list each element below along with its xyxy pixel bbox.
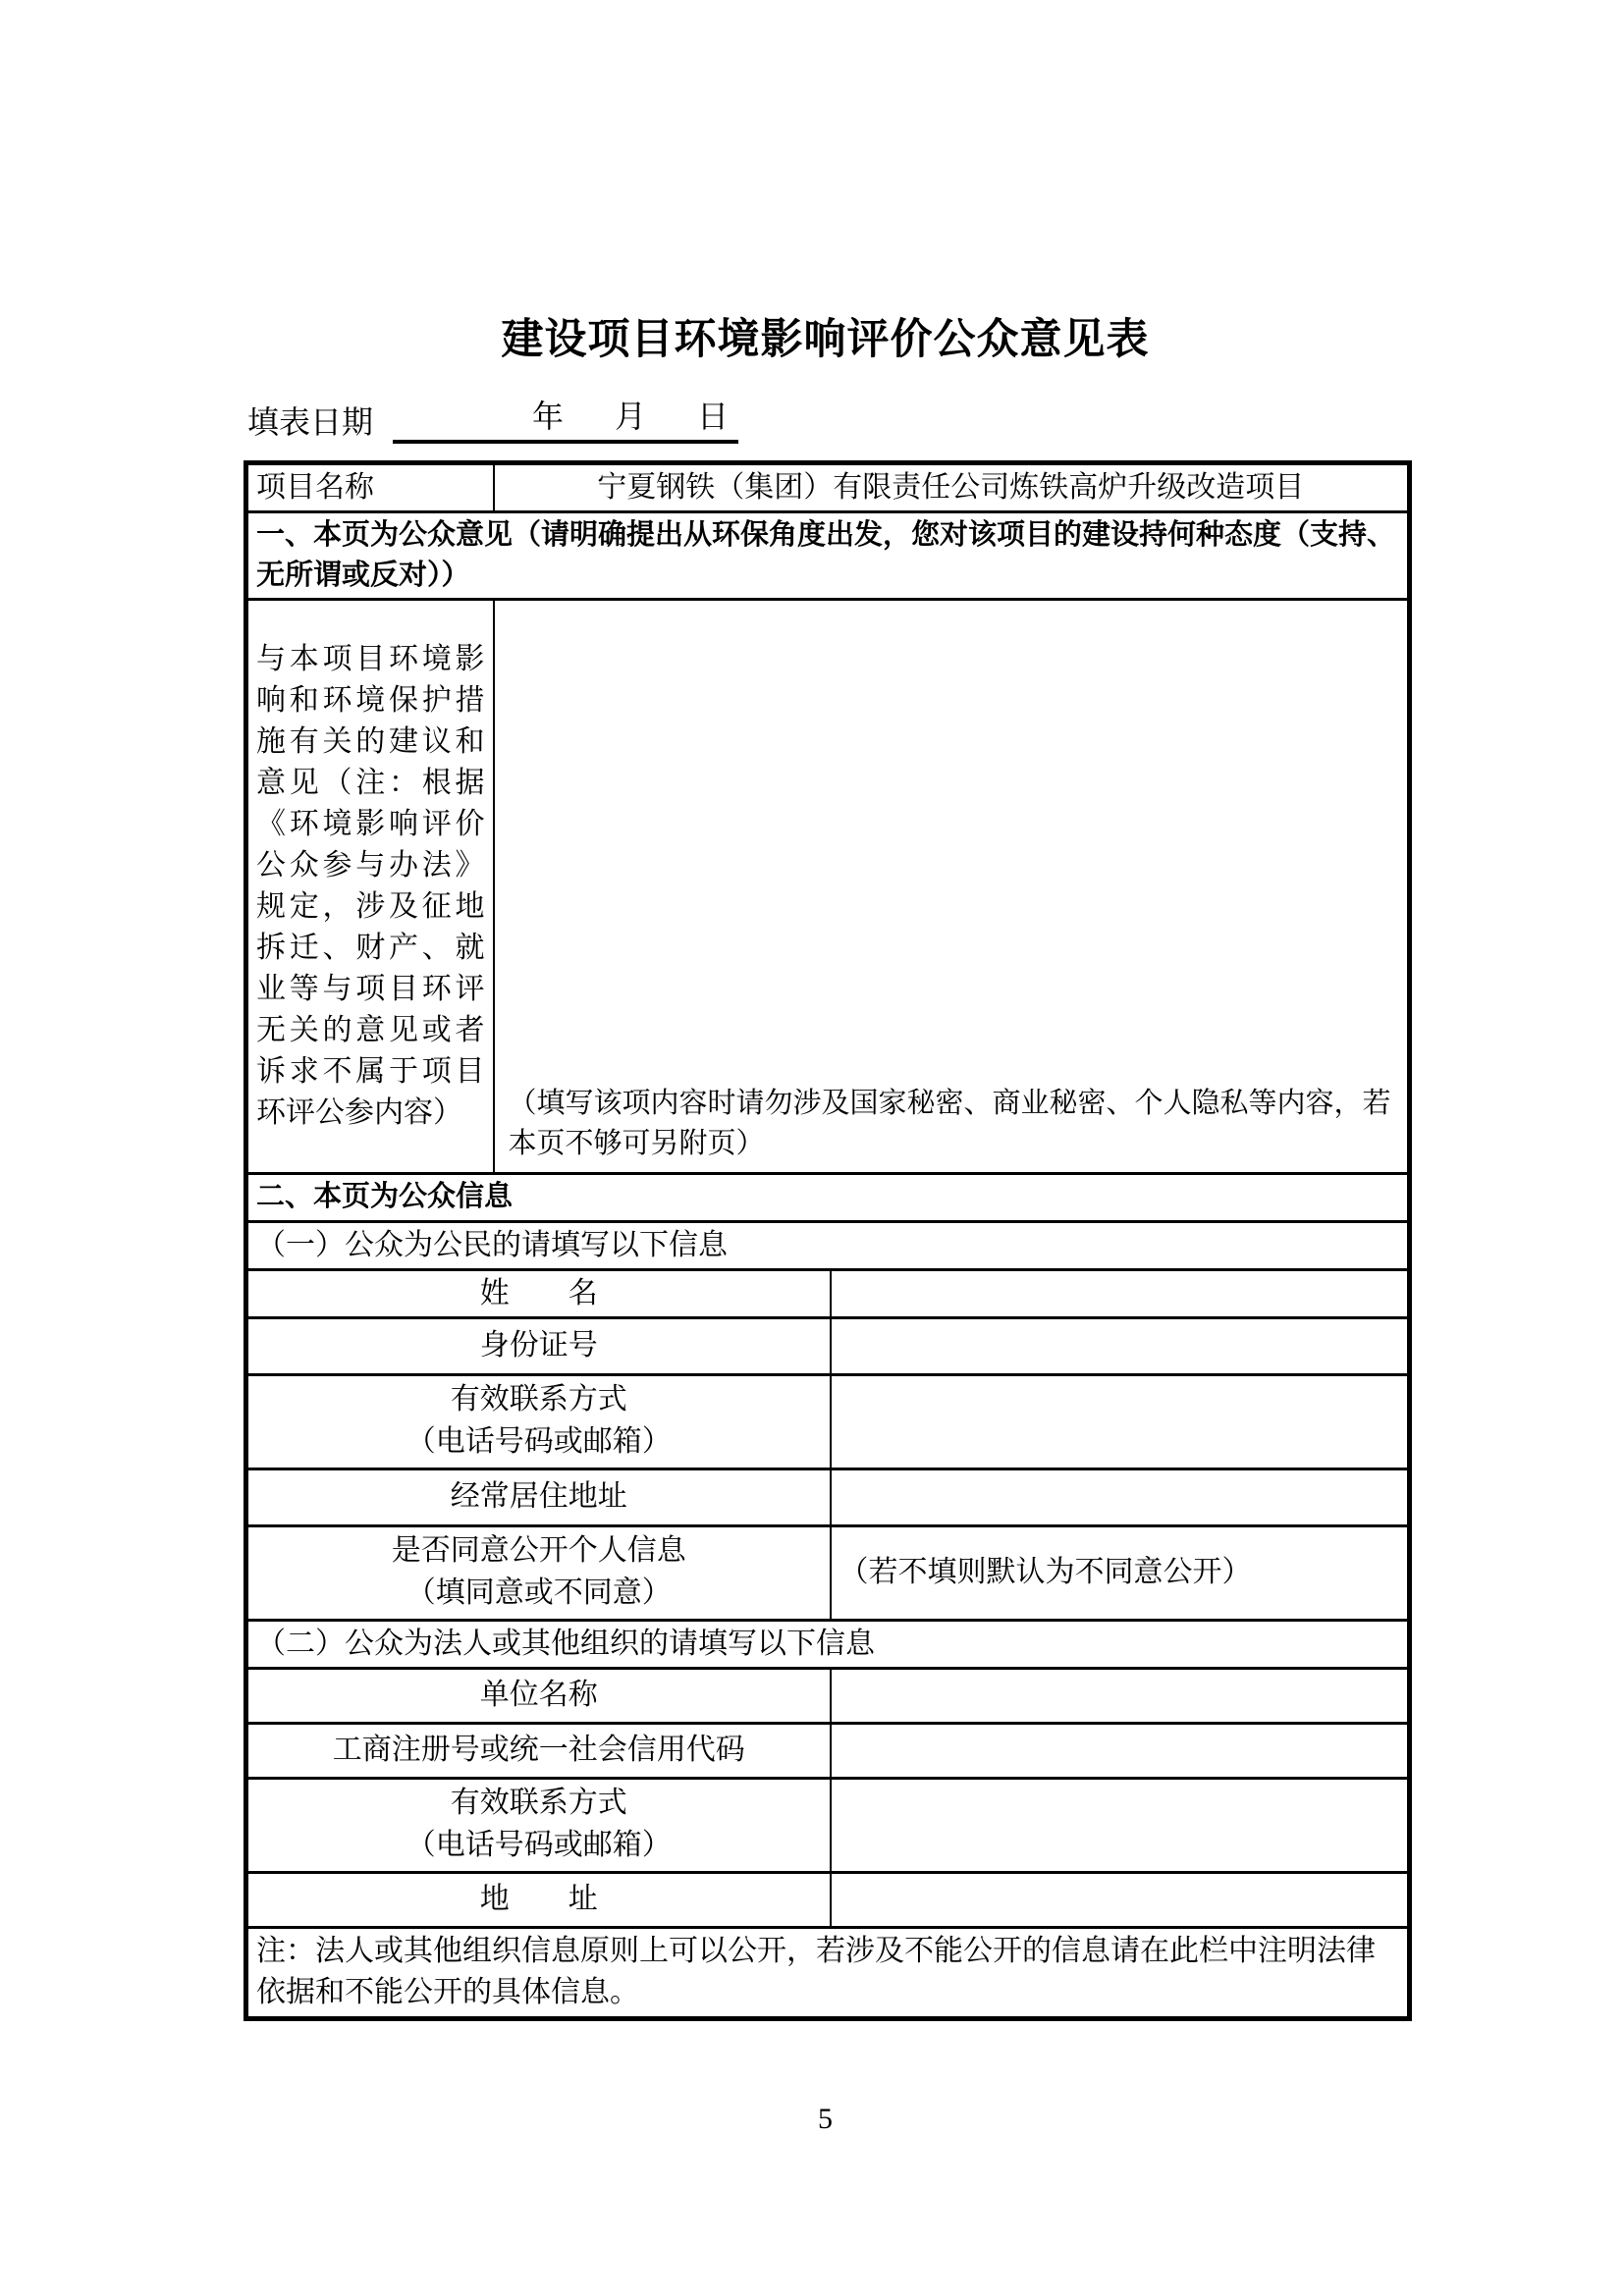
org-contact-label-line2: （电话号码或邮箱）: [406, 1829, 672, 1862]
citizen-id-input[interactable]: [831, 1317, 1410, 1374]
citizen-heading: （一）公众为公民的请填写以下信息: [246, 1221, 1410, 1269]
citizen-contact-label-line1: 有效联系方式: [450, 1383, 627, 1416]
project-name-label: 项目名称: [246, 463, 494, 512]
org-code-label: 工商注册号或统一社会信用代码: [246, 1723, 831, 1778]
day-label: 日: [697, 399, 730, 434]
citizen-address-row: [246, 1468, 1410, 1525]
section2-heading-row: [246, 1174, 1410, 1221]
citizen-name-input[interactable]: [831, 1269, 1410, 1317]
section1-heading-row: [246, 512, 1410, 600]
project-name-row: [246, 463, 1410, 512]
month-label: 月: [614, 399, 646, 434]
citizen-id-label: 身份证号: [246, 1317, 831, 1374]
organization-heading-row: [246, 1620, 1410, 1668]
opinion-cell: [494, 600, 1410, 1174]
citizen-contact-label-line2: （电话号码或邮箱）: [406, 1425, 672, 1459]
organization-heading: （二）公众为法人或其他组织的请填写以下信息: [246, 1620, 1410, 1668]
org-name-label: 单位名称: [246, 1668, 831, 1723]
citizen-contact-label: [246, 1374, 831, 1468]
citizen-consent-row: [246, 1525, 1410, 1620]
year-label: 年: [531, 399, 564, 434]
citizen-id-row: [246, 1317, 1410, 1374]
citizen-address-input[interactable]: [831, 1468, 1410, 1525]
org-address-label: 地 址: [246, 1872, 831, 1927]
org-contact-label-line1: 有效联系方式: [450, 1787, 627, 1820]
opinion-row: [246, 600, 1410, 1174]
opinion-form-table: [244, 460, 1412, 2021]
org-contact-row: [246, 1778, 1410, 1872]
citizen-name-label: 姓 名: [246, 1269, 831, 1317]
org-code-input[interactable]: [831, 1723, 1410, 1778]
org-name-row: [246, 1668, 1410, 1723]
citizen-heading-row: [246, 1221, 1410, 1269]
section1-heading: 一、本页为公众意见（请明确提出从环保角度出发，您对该项目的建设持何种态度（支持、无所谓或反对））: [246, 512, 1410, 600]
citizen-contact-row: [246, 1374, 1410, 1468]
project-name-value: 宁夏钢铁（集团）有限责任公司炼铁高炉升级改造项目: [494, 463, 1410, 512]
org-address-row: [246, 1872, 1410, 1927]
citizen-consent-label-line2: （填同意或不同意）: [406, 1576, 672, 1610]
legal-note-row: [246, 1927, 1410, 2018]
date-label: 填表日期: [247, 404, 374, 440]
org-contact-label: [246, 1778, 831, 1872]
citizen-address-label: 经常居住地址: [246, 1468, 831, 1525]
org-name-input[interactable]: [831, 1668, 1410, 1723]
section2-heading: 二、本页为公众信息: [246, 1174, 1410, 1221]
citizen-consent-input[interactable]: （若不填则默认为不同意公开）: [831, 1525, 1410, 1620]
citizen-consent-label-line1: 是否同意公开个人信息: [391, 1534, 686, 1568]
opinion-note: （填写该项内容时请勿涉及国家秘密、商业秘密、个人隐私等内容，若本页不够可另附页）: [508, 1088, 1391, 1160]
page-number: 5: [818, 2103, 833, 2135]
citizen-consent-label: [246, 1525, 831, 1620]
opinion-input-area[interactable]: [503, 605, 1400, 1084]
org-contact-input[interactable]: [831, 1778, 1410, 1872]
org-code-row: [246, 1723, 1410, 1778]
page-title: 建设项目环境影响评价公众意见表: [501, 317, 1150, 363]
date-fill-blank[interactable]: [393, 397, 738, 444]
org-address-input[interactable]: [831, 1872, 1410, 1927]
form-date-line: [247, 397, 738, 444]
citizen-contact-input[interactable]: [831, 1374, 1410, 1468]
citizen-name-row: [246, 1269, 1410, 1317]
legal-note: 注：法人或其他组织信息原则上可以公开，若涉及不能公开的信息请在此栏中注明法律依据和不能公开的具体信息。: [246, 1927, 1410, 2018]
opinion-label: 与本项目环境影响和环境保护措施有关的建议和意见（注：根据《环境影响评价公众参与办法》规定，涉及征地拆迁、财产、就业等与项目环评无关的意见或者诉求不属于项目环评公参内容）: [246, 600, 494, 1174]
